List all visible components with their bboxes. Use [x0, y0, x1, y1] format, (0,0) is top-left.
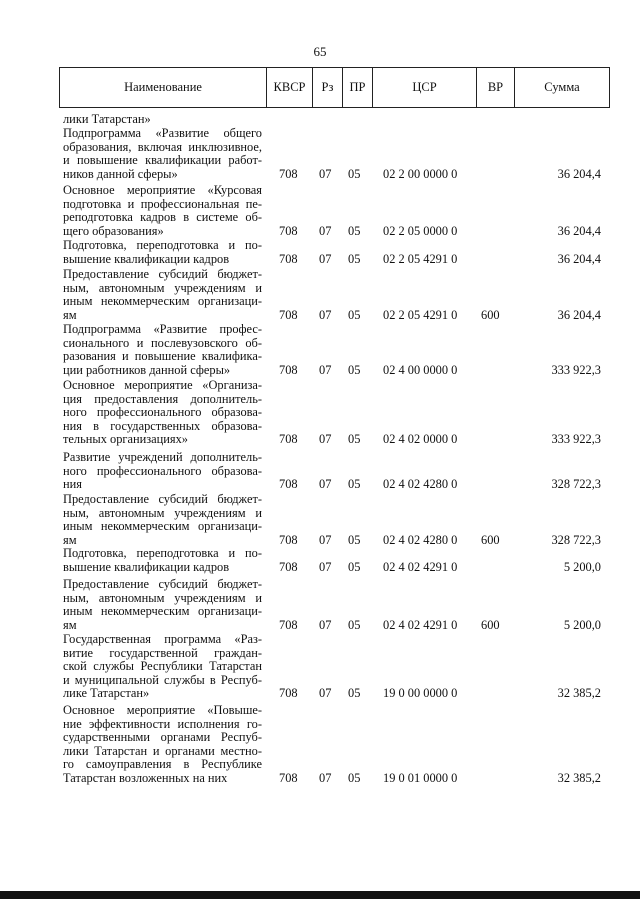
- row-name-line: вышение квалификации кадров: [63, 559, 230, 574]
- row-name: [63, 323, 262, 377]
- row-name-line: реподготовка кадров в системе об-: [63, 210, 262, 225]
- row-name-line: сударственными органами Респуб-: [63, 730, 262, 745]
- row-name: [63, 547, 262, 574]
- row-kvsr: 708: [279, 166, 298, 181]
- header-sum: Сумма: [544, 80, 580, 94]
- row-csr: 19 0 01 0000 0: [383, 771, 458, 785]
- row-name: [63, 578, 262, 632]
- page-number: 65: [313, 44, 327, 59]
- row-sum: 333 922,3: [551, 362, 601, 377]
- row-sum: 32 385,2: [557, 686, 601, 701]
- row-sum: 32 385,2: [557, 771, 601, 785]
- header-csr: ЦСР: [373, 68, 477, 107]
- row-pr: 05: [348, 432, 361, 447]
- row-rz: 07: [319, 223, 332, 238]
- row-pr: 05: [348, 362, 361, 377]
- row-pr: 05: [348, 307, 361, 322]
- row-name-line: Подготовка, переподготовка и по-: [63, 546, 262, 560]
- row-rz: 07: [319, 166, 332, 181]
- row-kvsr: 708: [279, 432, 298, 447]
- row-csr: 19 0 00 0000 0: [383, 686, 458, 701]
- row-pr: 05: [348, 617, 361, 632]
- row-csr: 02 4 02 4280 0: [383, 477, 458, 492]
- row-name: [63, 379, 262, 447]
- row-name: [63, 113, 262, 127]
- scan-edge-bar: [0, 891, 640, 899]
- row-name-line: щего образования»: [63, 223, 164, 238]
- row-name-line: ям: [63, 307, 77, 322]
- row-name-line: ям: [63, 532, 77, 547]
- row-name-line: Развитие учреждений дополнитель-: [63, 450, 262, 464]
- row-vr: 600: [481, 532, 500, 547]
- row-name-line: ции работников данной сферы»: [63, 362, 231, 377]
- row-name-line: ным, автономным учреждениям и: [63, 505, 262, 520]
- row-pr: 05: [348, 532, 361, 547]
- row-kvsr: 708: [279, 307, 298, 322]
- row-name: [63, 451, 262, 492]
- row-name-line: Подпрограмма «Развитие профес-: [63, 322, 262, 336]
- row-sum: 36 204,4: [557, 251, 601, 266]
- row-name-line: ным, автономным учреждениям и: [63, 590, 262, 605]
- row-kvsr: 708: [279, 532, 298, 547]
- row-name-line: лике Татарстан»: [63, 686, 150, 701]
- row-name: [63, 633, 262, 701]
- row-name: [63, 184, 262, 238]
- row-name-line: иным некоммерческим организаци-: [63, 519, 262, 534]
- row-vr: 600: [481, 307, 500, 322]
- row-name-line: разования и повышение квалифика-: [63, 349, 262, 364]
- row-name-line: и муниципальной службы в Респуб-: [63, 672, 262, 687]
- row-name-line: ция предоставления дополнитель-: [63, 391, 262, 406]
- row-pr: 05: [348, 559, 361, 574]
- row-name-line: Основное мероприятие «Повыше-: [63, 703, 262, 717]
- row-name-line: ям: [63, 617, 77, 632]
- row-sum: 36 204,4: [557, 223, 601, 238]
- row-kvsr: 708: [279, 771, 298, 785]
- header-pr: ПР: [343, 68, 373, 107]
- row-sum: 36 204,4: [557, 166, 601, 181]
- row-csr: 02 4 02 0000 0: [383, 432, 458, 447]
- row-rz: 07: [319, 771, 332, 785]
- row-name-line: ской службы Республики Татарстан: [63, 659, 262, 674]
- row-name: [63, 239, 262, 266]
- header-vr: ВР: [477, 68, 515, 107]
- row-rz: 07: [319, 251, 332, 266]
- row-sum: 328 722,3: [551, 477, 601, 492]
- row-name-line: ным, автономным учреждениям и: [63, 280, 262, 295]
- row-csr: 02 4 02 4291 0: [383, 617, 458, 632]
- row-pr: 05: [348, 223, 361, 238]
- row-name: [63, 704, 262, 786]
- row-name: [63, 268, 262, 322]
- row-name-line: Государственная программа «Раз-: [63, 632, 262, 646]
- row-pr: 05: [348, 686, 361, 701]
- row-kvsr: 708: [279, 477, 298, 492]
- row-name-line: Предоставление субсидий бюджет-: [63, 577, 262, 591]
- row-csr: 02 4 00 0000 0: [383, 362, 458, 377]
- row-name-line: и повышение квалификации работ-: [63, 153, 262, 168]
- row-rz: 07: [319, 432, 332, 447]
- header-rz: Рз: [313, 68, 343, 107]
- row-rz: 07: [319, 559, 332, 574]
- row-sum: 5 200,0: [563, 617, 601, 632]
- row-kvsr: 708: [279, 686, 298, 701]
- row-kvsr: 708: [279, 362, 298, 377]
- row-name-line: лики Татарстан»: [63, 112, 151, 126]
- row-name-line: подготовка и профессиональная пе-: [63, 196, 262, 211]
- row-sum: 328 722,3: [551, 532, 601, 547]
- row-name-line: Основное мероприятие «Курсовая: [63, 183, 262, 197]
- row-name-line: Подпрограмма «Развитие общего: [63, 126, 262, 140]
- row-name-line: иным некоммерческим организаци-: [63, 294, 262, 309]
- row-name-line: тельных организациях»: [63, 432, 188, 447]
- row-name-line: ния: [63, 477, 82, 492]
- row-sum: 333 922,3: [551, 432, 601, 447]
- row-name: [63, 127, 262, 181]
- row-name-line: образования, включая инклюзивное,: [63, 139, 262, 154]
- row-name-line: го самоуправления в Республике: [63, 757, 262, 772]
- row-rz: 07: [319, 477, 332, 492]
- row-name-line: Основное мероприятие «Организа-: [63, 378, 262, 392]
- row-sum: 36 204,4: [557, 307, 601, 322]
- row-kvsr: 708: [279, 559, 298, 574]
- row-pr: 05: [348, 166, 361, 181]
- row-pr: 05: [348, 771, 361, 785]
- row-name-line: ния в государственных образова-: [63, 418, 262, 433]
- row-csr: 02 2 05 4291 0: [383, 251, 458, 266]
- row-name-line: Подготовка, переподготовка и по-: [63, 238, 262, 252]
- row-csr: 02 2 05 4291 0: [383, 307, 458, 322]
- row-rz: 07: [319, 532, 332, 547]
- row-name-line: сионального и послевузовского об-: [63, 335, 262, 350]
- row-csr: 02 2 05 0000 0: [383, 223, 458, 238]
- row-kvsr: 708: [279, 223, 298, 238]
- row-sum: 5 200,0: [563, 559, 601, 574]
- row-name-line: Предоставление субсидий бюджет-: [63, 267, 262, 281]
- header-kvsr: КВСР: [267, 68, 313, 107]
- row-rz: 07: [319, 307, 332, 322]
- row-name-line: иным некоммерческим организаци-: [63, 604, 262, 619]
- row-pr: 05: [348, 251, 361, 266]
- row-vr: 600: [481, 617, 500, 632]
- row-csr: 02 4 02 4291 0: [383, 559, 458, 574]
- row-name-line: лики Татарстан и органами местно-: [63, 743, 262, 758]
- row-name-line: Татарстан возложенных на них: [63, 770, 228, 785]
- row-name-line: Предоставление субсидий бюджет-: [63, 492, 262, 506]
- row-name-line: вышение квалификации кадров: [63, 251, 230, 266]
- row-kvsr: 708: [279, 617, 298, 632]
- row-pr: 05: [348, 477, 361, 492]
- row-name-line: ников данной сферы»: [63, 166, 178, 181]
- row-rz: 07: [319, 686, 332, 701]
- row-name-line: ного профессионального образова-: [63, 405, 262, 420]
- row-csr: 02 2 00 0000 0: [383, 166, 458, 181]
- row-name: [63, 493, 262, 547]
- row-rz: 07: [319, 362, 332, 377]
- row-rz: 07: [319, 617, 332, 632]
- row-kvsr: 708: [279, 251, 298, 266]
- row-name-line: витие государственной граждан-: [63, 645, 262, 660]
- row-name-line: ного профессионального образова-: [63, 463, 262, 478]
- header-name: Наименование: [60, 68, 267, 107]
- row-csr: 02 4 02 4280 0: [383, 532, 458, 547]
- row-name-line: ние эффективности исполнения го-: [63, 716, 262, 731]
